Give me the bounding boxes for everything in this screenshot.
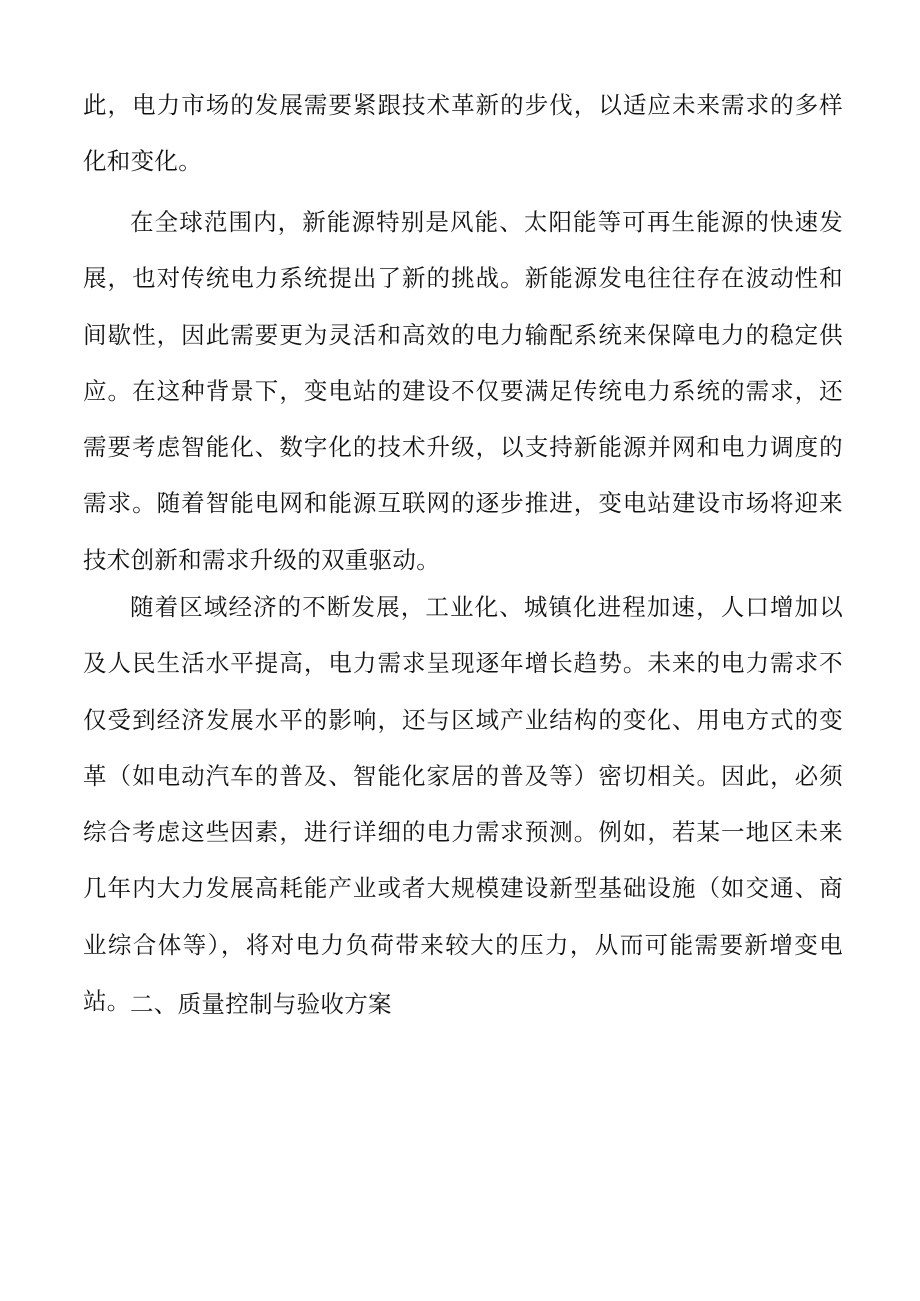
paragraph-new-energy: 在全球范围内，新能源特别是风能、太阳能等可再生能源的快速发展，也对传统电力系统提出了新的挑战。新能源发电往往存在波动性和间歇性，因此需要更为灵活和高效的电力输配系统来保障电力的稳定供应。在这种背景下，变电站的建设不仅要满足传统电力系统的需求，还需要考虑智能化、数字化的技术升级，以支持新能源并网和电力调度的需求。随着智能电网和能源互联网的逐步推进，变电站建设市场将迎来技术创新和需求升级的双重驱动。 xyxy=(83,208,843,574)
section-heading: 二、质量控制与验收方案 xyxy=(130,990,392,1018)
paragraph-continuation: 此，电力市场的发展需要紧跟技术革新的步伐，以适应未来需求的多样化和变化。 xyxy=(83,91,843,176)
paragraph-demand-forecast: 随着区域经济的不断发展，工业化、城镇化进程加速，人口增加以及人民生活水平提高，电力需求呈现逐年增长趋势。未来的电力需求不仅受到经济发展水平的影响，还与区域产业结构的变化、用电方式的变革（如电动汽车的普及、智能化家居的普及等）密切相关。因此，必须综合考虑这些因素，进行详细的电力需求预测。例如，若某一地区未来几年内大力发展高耗能产业或者大规模建设新型基础设施（如交通、商业综合体等），将对电力负荷带来较大的压力，从而可能需要新增变电站。 xyxy=(83,593,843,1016)
